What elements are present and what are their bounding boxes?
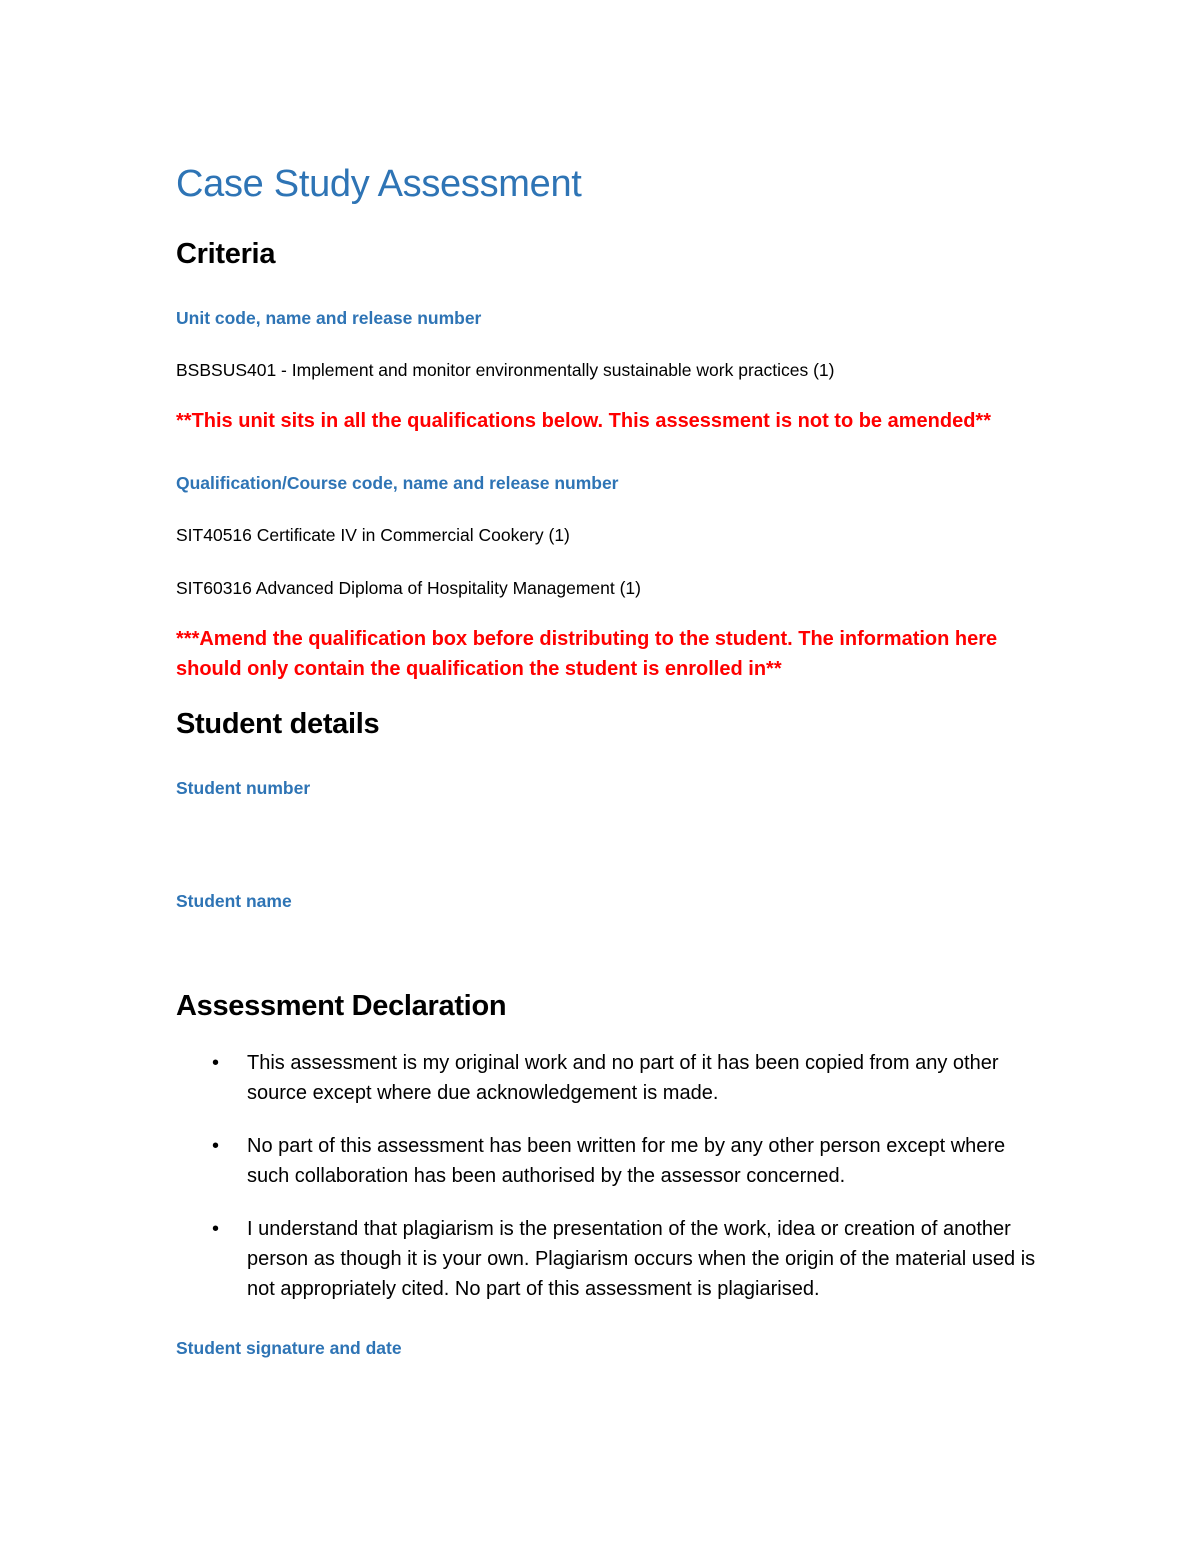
unit-code-label: Unit code, name and release number [176,308,482,328]
declaration-heading: Assessment Declaration [176,990,507,1022]
qualification-item: SIT40516 Certificate IV in Commercial Cookery (1) [176,525,570,545]
bullet-icon: • [212,1052,220,1074]
declaration-item-text: This assessment is my original work and no part of it has been copied from any other source except where due acknowledgement is made. [247,1052,999,1104]
unit-warning-note: **This unit sits in all the qualifications below. This assessment is not to be amended** [176,410,991,432]
student-name-label: Student name [176,891,292,911]
qualification-warning-line-2: should only contain the qualification the student is enrolled in** [176,658,782,680]
qualification-warning-line-1: ***Amend the qualification box before distributing to the student. The information here [176,628,998,650]
criteria-heading: Criteria [176,238,276,270]
declaration-item-text: No part of this assessment has been written for me by any other person except where such collaboration has been authorised by the assessor concerned. [247,1135,1006,1187]
unit-code-value: BSBSUS401 - Implement and monitor environmentally sustainable work practices (1) [176,360,835,380]
student-details-heading: Student details [176,708,380,740]
bullet-icon: • [212,1135,220,1157]
bullet-icon: • [212,1218,220,1240]
qualification-item: SIT60316 Advanced Diploma of Hospitality Management (1) [176,578,641,598]
qualification-label: Qualification/Course code, name and release number [176,473,619,493]
document-title: Case Study Assessment [176,163,582,205]
declaration-item-text: I understand that plagiarism is the presentation of the work, idea or creation of another person as though it is your own. Plagiarism occurs when the origin of the material used is not appropriately cited. No part of this assessment is plagiarised. [247,1218,1036,1300]
student-number-label: Student number [176,778,311,798]
student-signature-label: Student signature and date [176,1338,402,1358]
